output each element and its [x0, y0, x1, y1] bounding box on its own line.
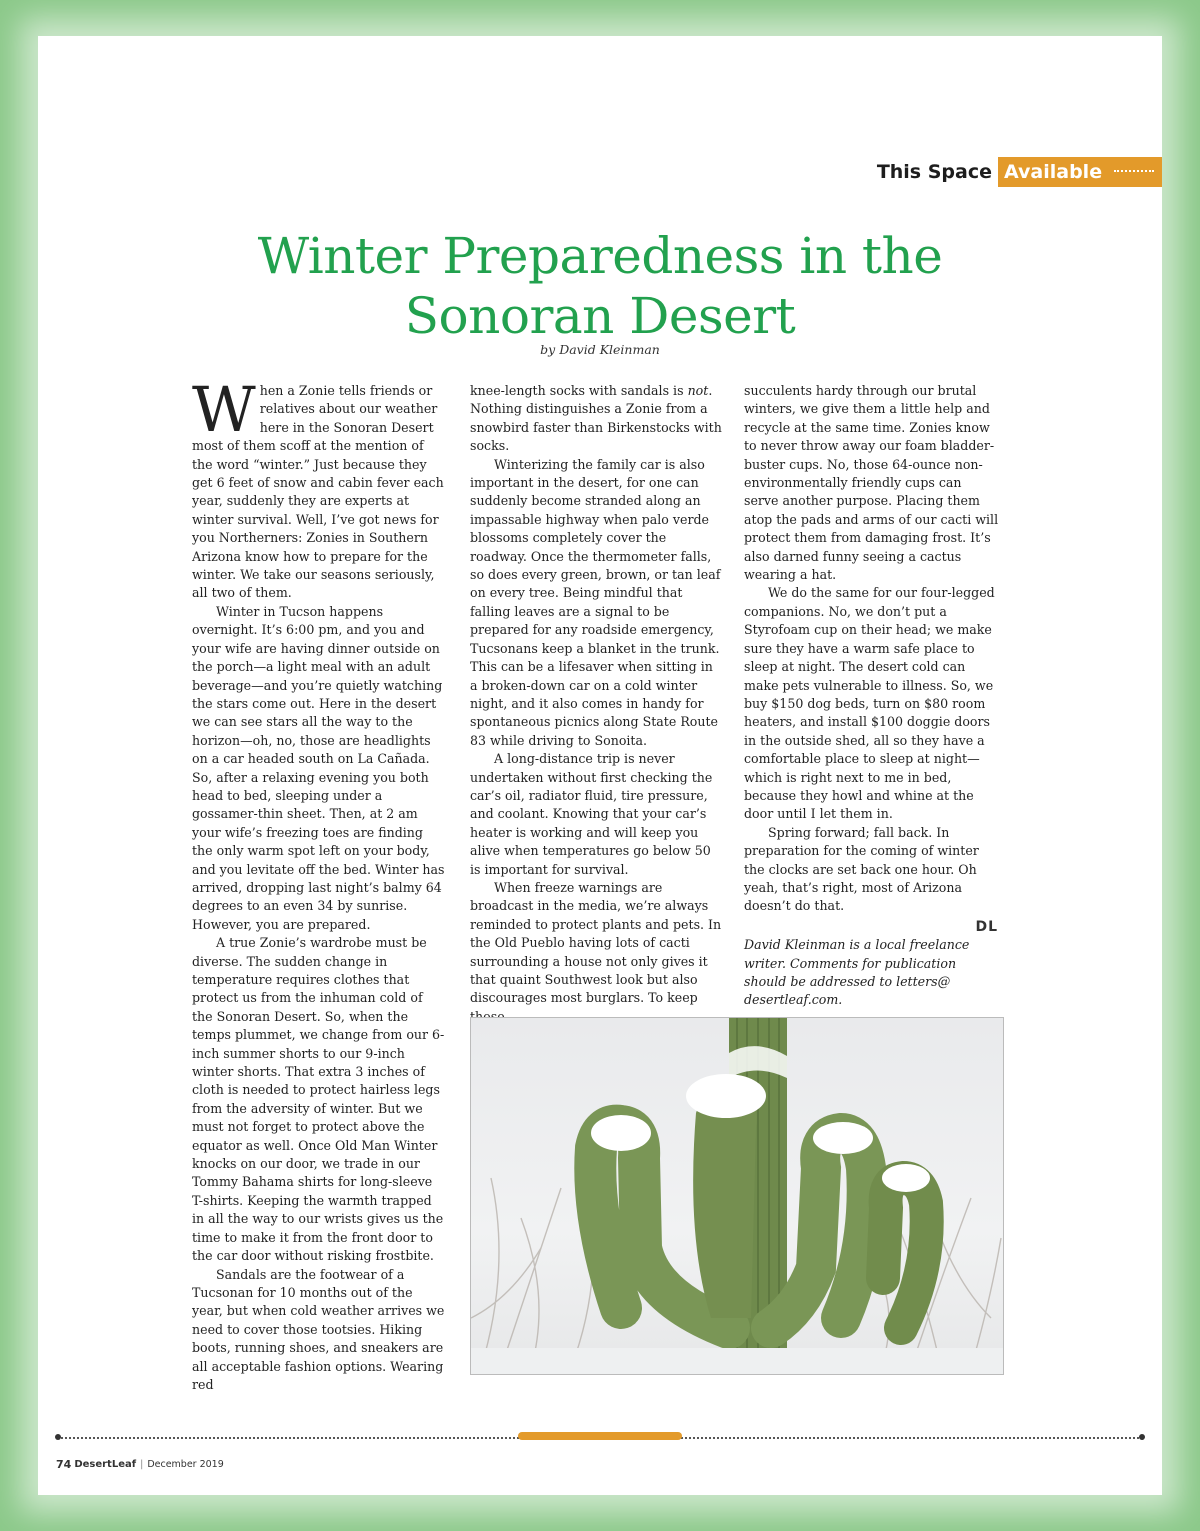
paragraph: When a Zonie tells friends or relatives about our weather here in the Sonoran Desert most of them scoff at the mention of the word “winter.” Just because they get 6 feet of snow and cabin fever each year, suddenly they are experts at winter survival. Well, I’ve got news for you Northerners: Zonies in Southern Arizona know how to prepare for the winter. We take our seasons seriously, all two of them.	[192, 373, 444, 601]
rule-dot-left	[55, 1434, 61, 1440]
drop-cap: W	[192, 373, 256, 446]
article-title	[38, 226, 1162, 346]
section-label-badge	[998, 157, 1162, 187]
paragraph: knee-length socks with sandals is not. Nothing distinguishes a Zonie from a snowbird faster than Birkenstocks with socks.	[470, 383, 722, 454]
section-tag	[877, 156, 1162, 188]
paragraph: Sandals are the footwear of a Tucsonan for 10 months out of the year, but when cold weather arrives we need to cover those tootsies. Hiking boots, running shoes, and sneakers are all acceptable fashion options. Wearing red	[192, 1266, 445, 1392]
page-number: 74	[56, 1458, 72, 1471]
cactus-illustration	[471, 1018, 1003, 1374]
footer-separator: |	[140, 1459, 144, 1470]
magazine-page	[38, 36, 1162, 1495]
article-column-1	[192, 373, 446, 1394]
footer-accent-bar	[518, 1432, 682, 1440]
magazine-name: DesertLeaf	[74, 1459, 137, 1470]
article-column-2	[470, 382, 724, 1026]
paragraph: Winterizing the family car is also important in the desert, for one can suddenly become stranded along an impassable highway when palo verde blossoms completely cover the roadway. Once the thermometer falls, so does every green, brown, or tan leaf on every tree. Being mindful that falling leaves are a signal to be prepared for any roadside emergency, Tucsonans keep a blanket in the trunk. This can be a lifesaver when sitting in a broken-down car on a cold winter night, and it also comes in handy for spontaneous picnics along State Route 83 while driving to Sonoita.	[470, 456, 721, 748]
article-title-line-1: Winter Preparedness in the	[257, 227, 943, 285]
paragraph: succulents hardy through our brutal winters, we give them a little help and recycle at the same time. Zonies know to never throw away our foam bladder-buster cups. No, those 64-ounce non-environmentally friendly cups can serve another purpose. Placing them atop the pads and arms of our cacti will protect them from damaging frost. It’s also darned funny seeing a cactus wearing a hat.	[744, 383, 999, 583]
article-column-3	[744, 382, 1000, 1010]
paragraph: A true Zonie’s wardrobe must be diverse. The sudden change in temperature requires clothes that protect us from the inhuman cold of the Sonoran Desert. So, when the temps plummet, we change from our 6-inch summer shorts to our 9-inch winter shorts. That extra 3 inches of cloth is needed to protect hairless legs from the adversity of winter. But we must not forget to protect above the equator as well. Once Old Man Winter knocks on our door, we trade in our Tommy Bahama shirts for long-sleeve T-shirts. Keeping the warmth trapped in all the way to our wrists gives us the time to make it from the front door to the car door without risking frostbite.	[192, 935, 445, 1264]
rule-dot-right	[1139, 1434, 1145, 1440]
issue-date: December 2019	[147, 1459, 224, 1470]
section-badge-dots	[1114, 170, 1154, 176]
author-bio: David Kleinman is a local freelance writer. Comments for publication should be addressed to letters@ desertleaf.com.	[744, 937, 970, 1008]
byline: by David Kleinman	[540, 342, 660, 357]
article-title-line-2: Sonoran Desert	[404, 287, 796, 345]
paragraph: When freeze warnings are broadcast in the media, we’re always reminded to protect plants and pets. In the Old Pueblo having lots of cacti surrounding a house not only gives it that quaint Southwest look but also discourages most burglars. To keep	[470, 879, 722, 1006]
paragraph: A long-distance trip is never undertaken without first checking the car’s oil, radiator fluid, tire pressure, and coolant. Knowing that your car’s heater is working and will keep you alive when temperatures go below 50 is important for survival.	[470, 751, 713, 877]
paragraph: Spring forward; fall back. In preparation for the coming of winter the clocks are set back one hour. Oh yeah, that’s right, most of Arizona doesn’t do that.	[744, 824, 979, 914]
page-footer	[56, 1458, 224, 1471]
section-label: This Space	[876, 161, 992, 183]
paragraph: We do the same for our four-legged companions. No, we don’t put a Styrofoam cup on their head; we make sure they have a warm safe place to sleep at night. The desert cold can make pets vulnerable to illness. So, we buy $150 dog beds, turn on $80 room heaters, and install $100 doggie doors in the outside shed, all so they have a comfortable place to sleep at night—which is right next to me in bed, because they howl and whine at the door until I let them in.	[744, 585, 995, 822]
end-mark: DL	[975, 918, 998, 935]
paragraph: Winter in Tucson happens overnight. It’s 6:00 pm, and you and your wife are having dinner outside on the porch—a light meal with an adult beverage—and you’re quietly watching the stars come out. Here in the desert we can see stars all the way to the horizon—oh, no, those are headlights on a car headed south on La Cañada. So, after a relaxing evening you both head to bed, sleeping under a gossamer-thin sheet. Then, at 2 am your wife’s freezing toes are finding the only warm spot left on your body, and you levitate off the bed. Winter has arrived, dropping last night’s balmy 64 degrees to an even 34 by sunrise. However, you are prepared.	[192, 603, 445, 932]
section-badge-text: Available	[1004, 161, 1103, 183]
saguaro-snow-photo	[470, 1017, 1004, 1375]
